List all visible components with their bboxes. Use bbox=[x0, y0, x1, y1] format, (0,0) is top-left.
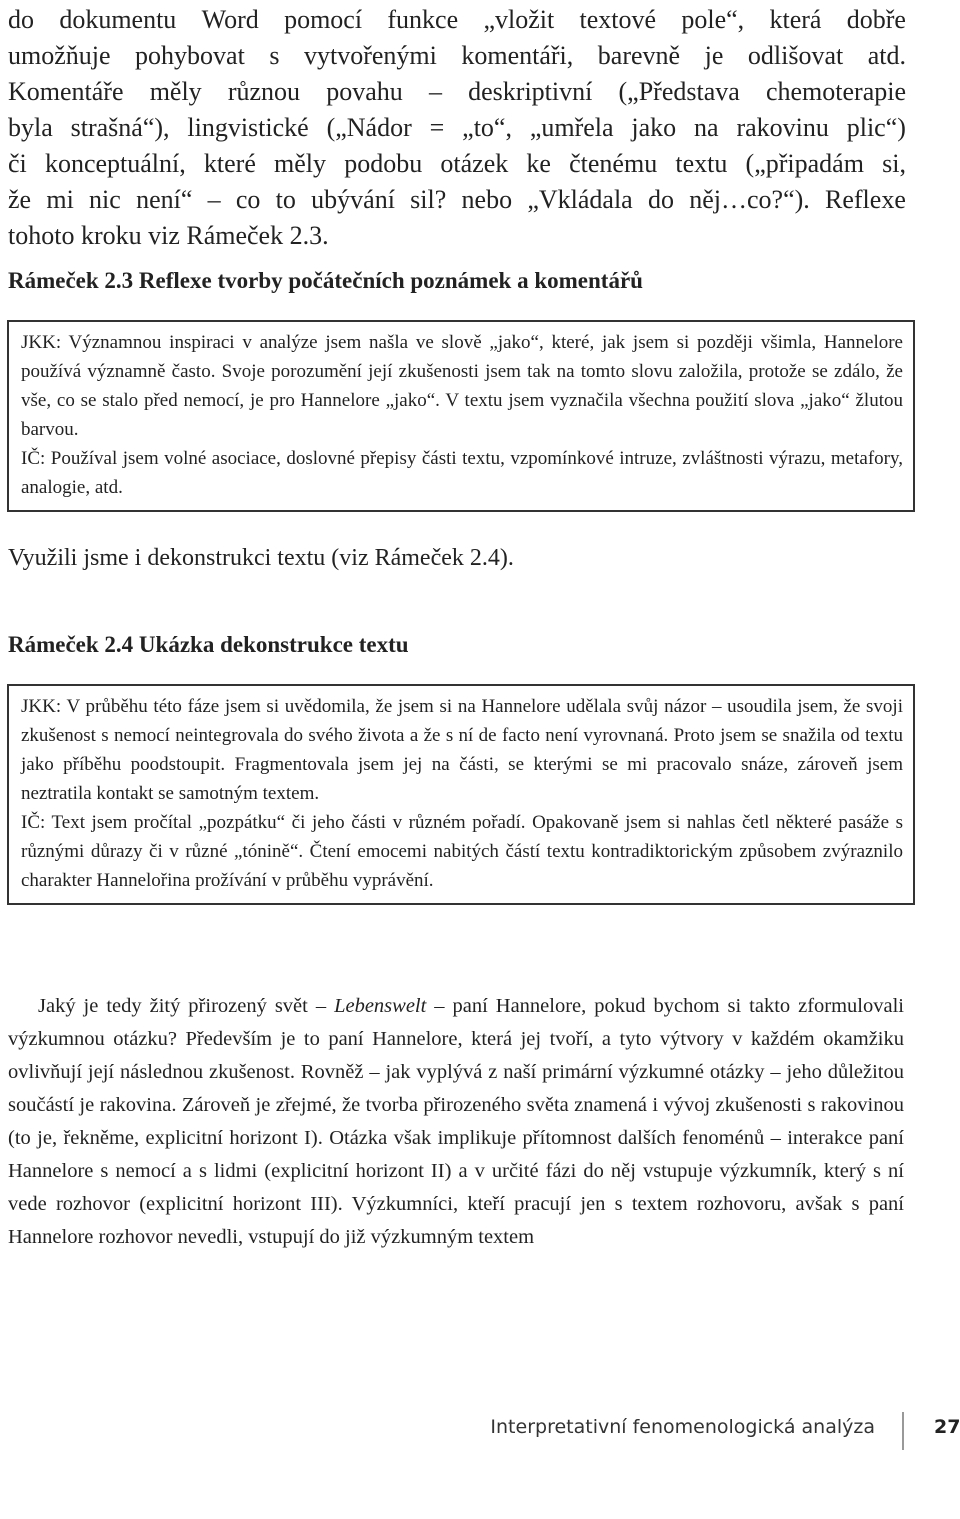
intro-word: měly bbox=[274, 149, 327, 178]
intro-word: nebo bbox=[461, 185, 513, 214]
intro-word: byla bbox=[8, 113, 53, 142]
intro-word: funkce bbox=[387, 5, 459, 34]
intro-word: podobu bbox=[344, 149, 423, 178]
intro-word: ke bbox=[526, 149, 551, 178]
intro-word: lingvistické bbox=[187, 113, 309, 142]
body-text-rest: – paní Hannelore, pokud bychom si takto zformulovali výzkumnou otázku? Především je to paní Hannelore, která jej tvoří, a tyto výtvory v každém okamžiku ovlivňují její následnou zkušenost. Rovněž – jak vyplývá z naší primární výzkumné otázky – jeho důležitou součástí je rakovina. Zároveň je zřejmé, že tvorba přirozeného světa znamená i vývoj zkušenosti s rakovinou (to je, řekněme, explicitní horizont I). Otázka však implikuje přítomnost dalších fenoménů – interakce paní Hannelore s nemocí a s lidmi (explicitní horizont II) a v určité fázi do něj vstupuje výzkumník, který s ní vede rozhovor (explicitní horizont III). Výzkumníci, kteří pracují jen s textem rozhovoru, avšak s paní Hannelore rozhovor nevedli, vstupují do již výzkumným textem bbox=[8, 995, 904, 1248]
intro-word: s bbox=[269, 41, 280, 70]
intro-word: pomocí bbox=[284, 5, 363, 34]
intro-word: rakovinu bbox=[736, 113, 829, 142]
intro-word: („Představa bbox=[618, 77, 740, 106]
intro-word: strašná“), bbox=[70, 113, 170, 142]
intro-word: plic“) bbox=[846, 113, 906, 142]
intro-word: dokumentu bbox=[59, 5, 177, 34]
intro-word: konceptuální, bbox=[44, 149, 186, 178]
intro-word: není“ bbox=[136, 185, 193, 214]
intro-line bbox=[8, 74, 906, 110]
intro-word: sil? bbox=[410, 185, 447, 214]
box-2-3-ic-text: IČ: Používal jsem volné asociace, doslovné přepisy části textu, vzpomínkové intruze, zvláštnosti výrazu, metafory, analogie, atd. bbox=[21, 448, 903, 498]
intro-line bbox=[8, 182, 906, 218]
intro-word: chemoterapie bbox=[765, 77, 906, 106]
intro-word: jako bbox=[631, 113, 677, 142]
intro-word: Word bbox=[201, 5, 259, 34]
intro-line bbox=[8, 38, 906, 74]
body-text-start: Jaký je tedy žitý přirozený svět – bbox=[38, 995, 335, 1017]
intro-word: textové bbox=[579, 5, 657, 34]
intro-word: („Nádor bbox=[326, 113, 412, 142]
intro-word: = bbox=[429, 113, 445, 142]
intro-word: co bbox=[235, 185, 261, 214]
intro-word: mi bbox=[46, 185, 74, 214]
box-2-3-jkk-text: JKK: Významnou inspiraci v analýze jsem našla ve slově „jako“, které, jak jsem si později všimla, Hannelore používá významně často. Svoje porozumění její zkušenosti jsem tak na tomto slovu založila, protože se zdálo, že vše, co se stalo před nemocí, je pro Hannelore „jako“. V textu jsem vyznačila všechna použití slova „jako“ žlutou barvou. bbox=[21, 332, 903, 440]
intro-word: nic bbox=[89, 185, 121, 214]
intro-word: umožňuje bbox=[8, 41, 111, 70]
intro-word: „to“, bbox=[462, 113, 512, 142]
intro-word: atd. bbox=[867, 41, 906, 70]
intro-word: („připadám bbox=[745, 149, 864, 178]
intro-word: pohybovat bbox=[135, 41, 245, 70]
intro-word: různou bbox=[227, 77, 301, 106]
running-title: Interpretativní fenomenologická analýza bbox=[490, 1416, 875, 1438]
intro-word: barevně bbox=[597, 41, 681, 70]
intro-word: či bbox=[8, 149, 27, 178]
intro-word: ubývání bbox=[311, 185, 395, 214]
intro-word: dobře bbox=[846, 5, 906, 34]
intro-word: je bbox=[704, 41, 724, 70]
intro-word: na bbox=[694, 113, 719, 142]
intro-word: textu bbox=[675, 149, 728, 178]
deconstruction-sentence: Využili jsme i dekonstrukci textu (viz Rámeček 2.4). bbox=[8, 545, 514, 571]
intro-word: odlišovat bbox=[747, 41, 844, 70]
intro-word: si, bbox=[882, 149, 906, 178]
intro-line bbox=[8, 146, 906, 182]
intro-word: „vložit bbox=[483, 5, 555, 34]
box-2-4-jkk-text: JKK: V průběhu této fáze jsem si uvědomila, že jsem si na Hannelore udělala svůj názor – usoudila jsem, že svoji zkušenost s nemocí neintegrovala do svého života a že s ní de facto není vyrovnaná. Proto jsem se snažila od textu jako příběhu poodstoupit. Fragmentovala jsem jej na části, se kterými se mi pracovalo snáze, zároveň jsem neztratila kontakt se samotným textem. bbox=[21, 696, 903, 804]
intro-word: „Vkládala bbox=[527, 185, 633, 214]
intro-word: vytvořenými bbox=[303, 41, 437, 70]
intro-word: měly bbox=[149, 77, 202, 106]
box-2-4-heading: Rámeček 2.4 Ukázka dekonstrukce textu bbox=[8, 632, 409, 657]
intro-line bbox=[8, 2, 906, 38]
intro-paragraph bbox=[8, 2, 906, 254]
intro-word: komentáři, bbox=[461, 41, 574, 70]
intro-word: něj…co?“). bbox=[689, 185, 810, 214]
intro-word: do bbox=[647, 185, 674, 214]
intro-word: otázek bbox=[440, 149, 509, 178]
intro-line-text: tohoto kroku viz Rámeček 2.3. bbox=[8, 221, 329, 250]
box-2-3-heading: Rámeček 2.3 Reflexe tvorby počátečních poznámek a komentářů bbox=[8, 268, 643, 293]
box-2-4-ic-text: IČ: Text jsem pročítal „pozpátku“ či jeho části v různém pořadí. Opakovaně jsem si nahlas četl některé pasáže s různými důrazy či v různé „tónině“. Čtení emocemi nabitých částí textu kontradiktorickým způsobem zvýraznilo charakter Hannelořina prožívání v průběhu vyprávění. bbox=[21, 812, 903, 891]
body-paragraph bbox=[8, 990, 904, 1254]
intro-word: pole“, bbox=[681, 5, 745, 34]
intro-line bbox=[8, 218, 906, 254]
page-footer bbox=[0, 1416, 960, 1446]
intro-word: čtenému bbox=[569, 149, 658, 178]
intro-word: Komentáře bbox=[8, 77, 124, 106]
intro-word: povahu bbox=[326, 77, 403, 106]
intro-word: „umřela bbox=[529, 113, 614, 142]
intro-word: to bbox=[275, 185, 296, 214]
footer-divider bbox=[902, 1412, 904, 1450]
intro-word: které bbox=[203, 149, 256, 178]
intro-word: do bbox=[8, 5, 34, 34]
intro-word: – bbox=[428, 77, 442, 106]
intro-word: Reflexe bbox=[825, 185, 906, 214]
box-2-3 bbox=[7, 320, 915, 512]
intro-word: deskriptivní bbox=[468, 77, 593, 106]
page-number: 27 bbox=[934, 1416, 960, 1438]
lebenswelt-term: Lebenswelt bbox=[334, 995, 427, 1017]
intro-word: že bbox=[8, 185, 32, 214]
intro-word: která bbox=[769, 5, 822, 34]
intro-word: – bbox=[207, 185, 221, 214]
intro-line bbox=[8, 110, 906, 146]
box-2-4 bbox=[7, 684, 915, 905]
